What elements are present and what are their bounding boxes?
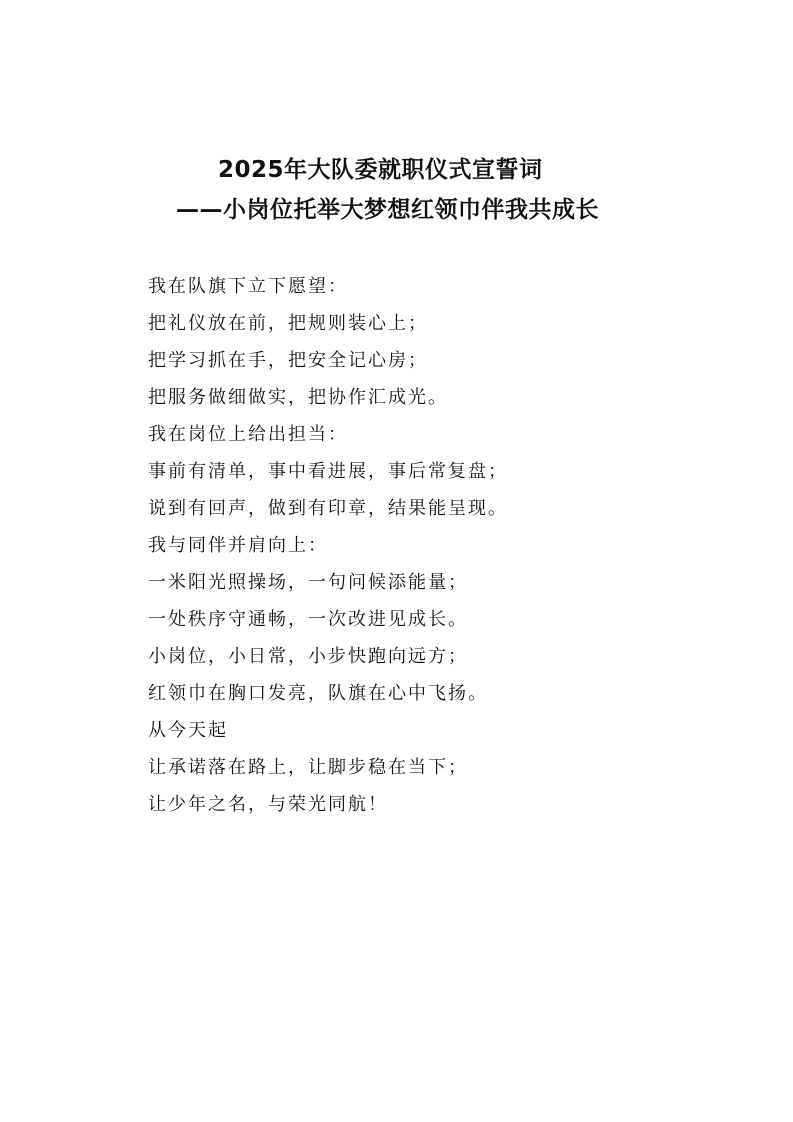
- title-block: [0, 150, 793, 230]
- oath-line: 我在岗位上给出担当：: [148, 424, 348, 445]
- oath-line: 把服务做细做实，把协作汇成光。: [148, 387, 448, 408]
- oath-line: 让少年之名，与荣光同航！: [148, 794, 388, 815]
- oath-line: 把学习抓在手，把安全记心房；: [148, 350, 428, 371]
- oath-line: 红领巾在胸口发亮，队旗在心中飞扬。: [148, 683, 488, 704]
- oath-line: 我在队旗下立下愿望：: [148, 276, 348, 297]
- document-subtitle: ——小岗位托举大梦想红领巾伴我共成长: [176, 197, 599, 223]
- oath-line: 小岗位，小日常，小步快跑向远方；: [148, 646, 468, 667]
- document-title: 2025年大队委就职仪式宣誓词: [218, 157, 543, 183]
- oath-line: 一米阳光照操场，一句问候添能量；: [148, 572, 468, 593]
- oath-line: 让承诺落在路上，让脚步稳在当下；: [148, 757, 468, 778]
- oath-line: 说到有回声，做到有印章，结果能呈现。: [148, 498, 508, 519]
- oath-line: 我与同伴并肩向上：: [148, 535, 328, 556]
- oath-line: 事前有清单，事中看进展，事后常复盘；: [148, 461, 508, 482]
- oath-line: 一处秩序守通畅，一次改进见成长。: [148, 609, 468, 630]
- oath-line: 从今天起: [148, 720, 228, 741]
- oath-text: [148, 268, 748, 823]
- oath-line: 把礼仪放在前，把规则装心上；: [148, 313, 428, 334]
